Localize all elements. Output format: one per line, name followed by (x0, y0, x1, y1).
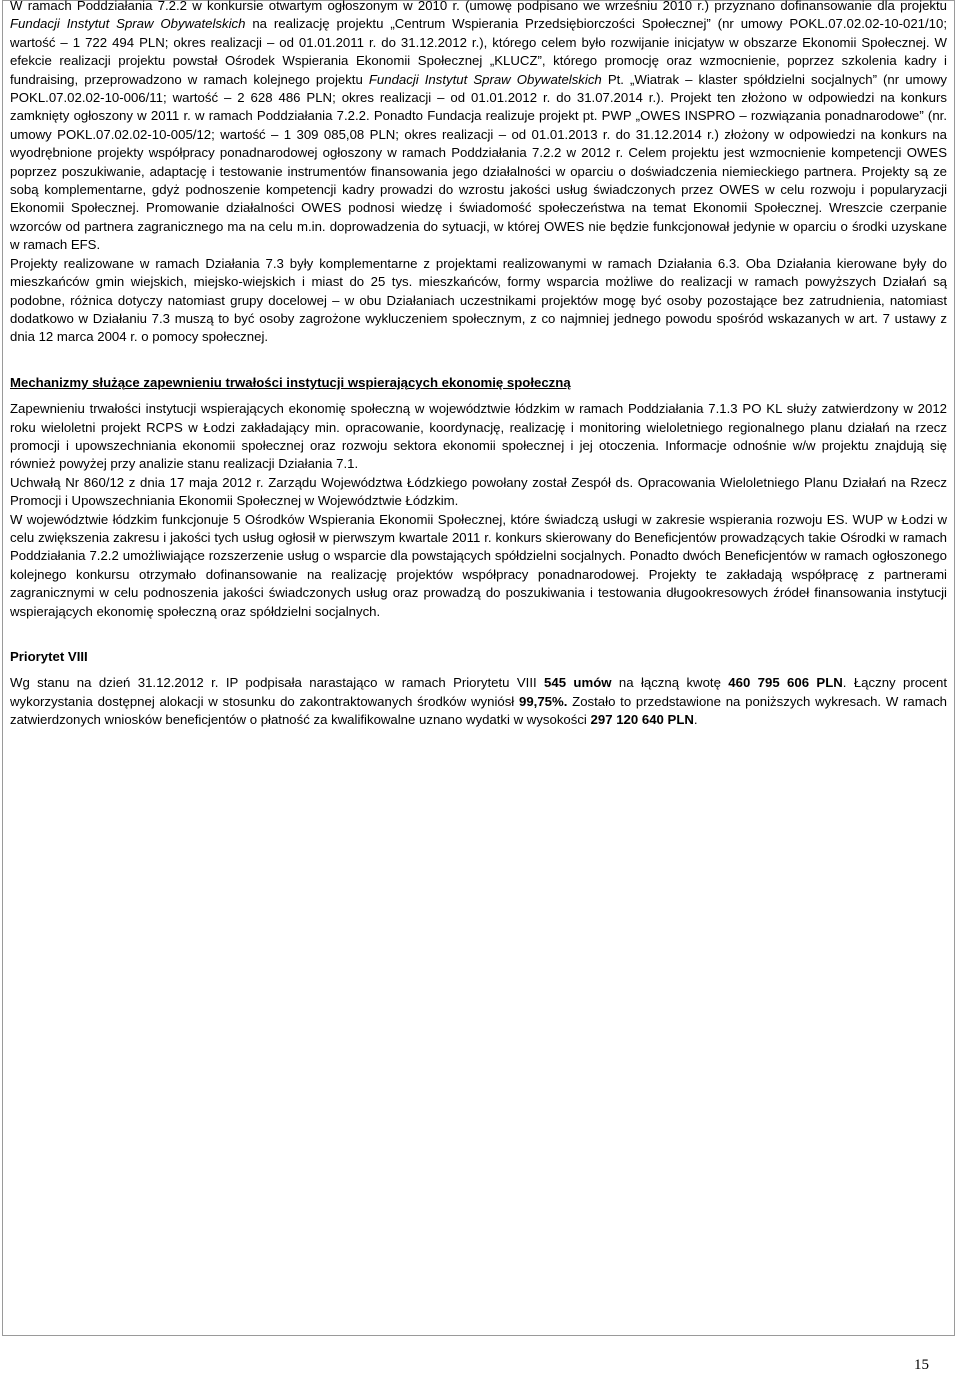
text-run: . (693, 712, 698, 728)
italic-foundation-name: Fundacji Instytut Spraw Obywatelskich (368, 71, 602, 87)
text-run: Wg stanu na dzień 31.12.2012 r. IP podpisała narastająco w ramach Priorytetu VIII (10, 675, 545, 691)
spacer (10, 347, 947, 374)
text-run: Zostało to przedstawione na poniższych wykresach. W ramach zatwierdzonych wniosków beneficjentów o płatność za kwalifikowalne uznano wydatki w wysokości (10, 693, 948, 728)
spacer (10, 666, 947, 674)
italic-foundation-name: Fundacji Instytut Spraw Obywatelskich (10, 16, 246, 32)
paragraph-dzialanie-73: Projekty realizowane w ramach Działania 7.3 były komplementarne z projektami realizowanymi w ramach Działania 6.3. Oba Działania kierowane były do mieszkańców gmin wiejskich, miejsko-wiejskich i miast do 25 tys. mieszkańców, formy wsparcia możliwe do realizacji w ramach powyższych Działań są podobne, różnica dotyczy natomiast grupy docelowej – w obu Działaniach uczestnikami projektów mogę być osoby pozostające bez zatrudnienia, natomiast dodatkowo w Działaniu 7.3 muszą to być osoby zagrożone wykluczeniem społecznym, z co najmniej jednego powodu spośród wskazanych w art. 7 ustawy z dnia 12 marca 2004 r. o pomocy społecznej. (10, 255, 947, 345)
text-run: Pt. „Wiatrak – klaster spółdzielni socjalnych” (nr umowy POKL.07.02.02-10-006/11; wartość – 2 628 486 PLN; okres realizacji – od 01.01.2012 r. do 31.07.2014 r.). Projekt ten złożono w odpowiedzi na konkurs zamknięty ogłoszony w 2011 r. w ramach Poddziałania 7.2.2. Ponadto Fundacja realizuje projekt pt. PWP „OWES INSPRO – rozwiązania ponadnarodowe” (nr. umowy POKL.07.02.02-10-005/12; wartość – 1 309 085,08 PLN; okres realizacji – od 01.01.2013 r. do 31.12.2014 r.) złożony w odpowiedzi na konkurs na wyodrębnione projekty współpracy ponadnarodowej ogłoszony w ramach Poddziałania 7.2.2 w 2012 r. Celem projektu jest wzmocnienie kompetencji OWES poprzez poszukiwanie, adaptację i testowanie instrumentów finansowania jego działalności w oparciu o doświadczenia niemieckiego partnera. Projekty są ze sobą komplementarne, gdyż podnoszenie kompetencji kadry prowadzi do wzrostu jakości usług świadczonych przez OWES w celu rozwoju i popularyzacji Ekonomii Społecznej. Promowanie działalności OWES podnosi wiedzę i świadomość społeczeństwa na temat Ekonomii Społecznej. Wreszcie czerpanie wzorców od partnera zagranicznego ma na celu m.in. doprowadzenia do sytuacji, w której OWES nie będzie funkcjonował jedynie w oparciu o środki uzyskane w ramach EFS. (10, 71, 947, 253)
section-heading-priorytet-viii: Priorytet VIII (10, 649, 88, 664)
text-run: W ramach Poddziałania 7.2.2 w konkursie otwartym ogłoszonym w 2010 r. (umowę podpisano we wrześniu 2010 r.) przyznano dofinansowanie dla projektu (10, 0, 947, 13)
bold-expenditure-amount: 297 120 640 PLN (590, 712, 694, 728)
paragraph-osrodki: W województwie łódzkim funkcjonuje 5 Ośrodków Wspierania Ekonomii Społecznej, które świadczą usługi w zakresie wspierania rozwoju ES. WUP w Łodzi w celu zwiększenia zakresu i jakości tych usług ogłosił w pierwszym kwartale 2011 r. konkurs skierowany do Beneficjentów prowadzących takie Ośrodki w ramach Poddziałania 7.2.2 umożliwiające rozszerzenie usług o wsparcie dla powstających spółdzielni socjalnych. Ponadto dwóch Beneficjentów w ramach ogłoszonego kolejnego konkursu otrzymało dofinansowanie na realizację projektów współpracy ponadnarodowej. Projekty te zakładają współpracę z partnerami zagranicznymi w celu podnoszenia jakości świadczonych usług oraz prowadzą do poszukiwania i testowania długookresowych źródeł finansowania instytucji wspierających ekonomię społeczną oraz spółdzielni socjalnych. (10, 511, 947, 619)
section-heading-mechanizmy: Mechanizmy służące zapewnieniu trwałości instytucji wspierających ekonomię społeczną (10, 374, 571, 390)
text-run: na łączną kwotę (611, 675, 729, 691)
bold-contract-amount: 460 795 606 PLN (728, 675, 843, 691)
bold-percentage: 99,75%. (519, 693, 568, 709)
spacer (10, 621, 947, 648)
page-number: 15 (914, 1357, 929, 1373)
text-run: na realizację projektu „Centrum Wspierania Przedsiębiorczości Społecznej” (nr umowy POKL.07.02.02-10-021/10; wartość – 1 722 494 PLN; okres realizacji – od 01.01.2011 r. do 31.12.2012 r.), którego celem było rozwijanie inicjatyw w obszarze Ekonomii Społecznej. W efekcie realizacji projektu powstał Ośrodek Wspierania Ekonomii Społecznej „KLUCZ”, którego promocję oraz wzmocnienie, poprzez szkolenia kadry i fundraising, przeprowadzono w ramach kolejnego projektu (10, 16, 947, 87)
spacer (10, 392, 947, 400)
bold-contract-count: 545 umów (544, 675, 612, 691)
document-body (10, 0, 947, 730)
text-run: . Łączny procent wykorzystania dostępnej alokacji w stosunku do zakontraktowanych środków wyniósł (10, 675, 947, 709)
paragraph-priorytet-viii (10, 674, 947, 729)
paragraph-trwalosc: Zapewnieniu trwałości instytucji wspierających ekonomię społeczną w województwie łódzkim w ramach Poddziałania 7.1.3 PO KL służy zatwierdzony w 2012 roku wieloletni projekt RCPS w Łodzi zakładający min. opracowanie, koordynację, realizację i monitoring wieloletniego regionalnego planu działań na rzecz promocji i upowszechniania ekonomii społecznej oraz rozwoju sektora ekonomii społecznej i jej otoczenia. Informacje odnośnie w/w projektu znajdują się również powyżej przy analizie stanu realizacji Działania 7.1. (10, 401, 947, 472)
paragraph-uchwala: Uchwałą Nr 860/12 z dnia 17 maja 2012 r. Zarządu Województwa Łódzkiego powołany został Zespół ds. Opracowania Wieloletniego Planu Działań na Rzecz Promocji i Upowszechniania Ekonomii Społecznej w Województwie Łódzkim. (10, 474, 947, 509)
paragraph-poddzialanie-722 (10, 0, 947, 255)
